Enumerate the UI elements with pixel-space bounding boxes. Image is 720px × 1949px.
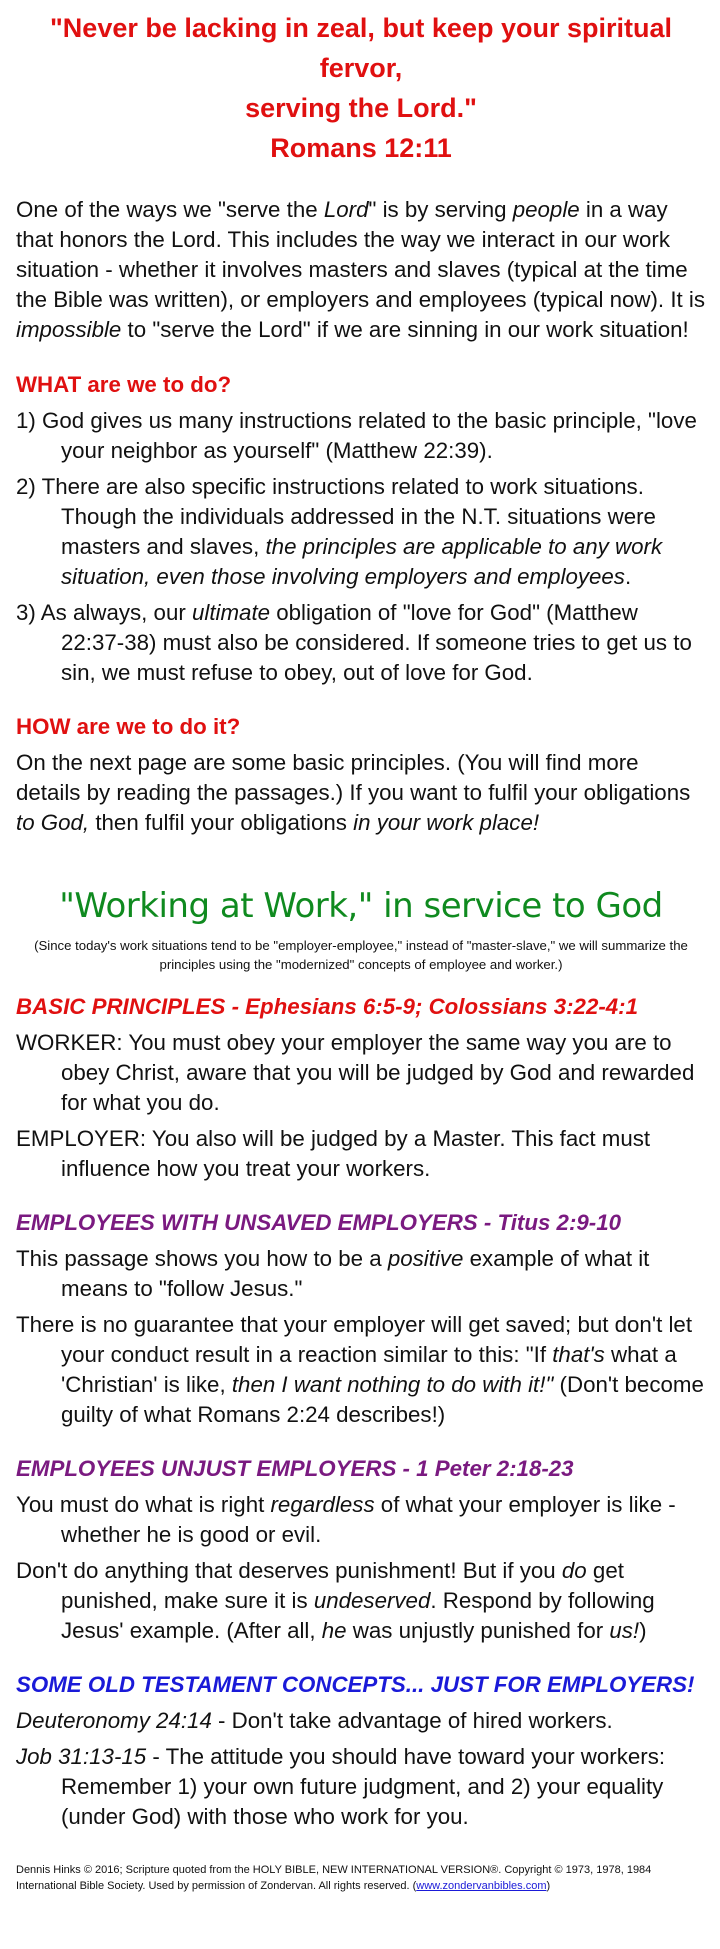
unjust-paragraph-1: You must do what is right regardless of what your employer is like - whether he is good or evil. [16,1492,676,1547]
modernized-note: (Since today's work situations tend to be "employer-employee," instead of "master-slave," we will summarize the principles using the "modernized" concepts of employee and worker.) [34,938,688,972]
unjust-paragraph-2: Don't do anything that deserves punishment! But if you do get punished, make sure it is undeserved. Respond by following Jesus' example. (After all, he was unjustly punished for us!) [16,1558,655,1643]
zondervan-link[interactable]: www.zondervanbibles.com [416,1880,547,1892]
unsaved-paragraph-1: This passage shows you how to be a positive example of what it means to "follow Jesus." [16,1246,650,1301]
what-item-3: 3) As always, our ultimate obligation of "love for God" (Matthew 22:37-38) must also be considered. If someone tries to get us to sin, we must refuse to obey, out of love for God. [16,600,692,685]
how-heading: HOW are we to do it? [16,714,241,739]
employer-principle: EMPLOYER: You also will be judged by a Master. This fact must influence how you treat your workers. [16,1126,651,1181]
basic-principles-heading: BASIC PRINCIPLES - Ephesians 6:5-9; Colossians 3:22-4:1 [16,994,639,1019]
deuteronomy-line: Deuteronomy 24:14 - Don't take advantage of hired workers. [16,1708,613,1733]
old-testament-heading: SOME OLD TESTAMENT CONCEPTS... JUST FOR EMPLOYERS! [16,1672,695,1697]
unsaved-paragraph-2: There is no guarantee that your employer will get saved; but don't let your conduct result in a reaction similar to this: "If that's what a 'Christian' is like, then I want nothing to do with it!" (Don't become guilty of what Romans 2:24 describes!) [16,1312,704,1427]
copyright-footer: Dennis Hinks © 2016; Scripture quoted from the HOLY BIBLE, NEW INTERNATIONAL VERSION®. Copyright © 1973, 1978, 1984 International Bible Society. Used by permission of Zondervan. All rights reserved. (www.zondervanbibles.com) [16,1864,652,1892]
worker-principle: WORKER: You must obey your employer the same way you are to obey Christ, aware that you will be judged by God and rewarded for what you do. [16,1030,695,1115]
what-item-2: 2) There are also specific instructions related to work situations. Though the individuals addressed in the N.T. situations were masters and slaves, the principles are applicable to any work situation, even those involving employers and employees. [16,474,663,589]
job-line: Job 31:13-15 - The attitude you should have toward your workers: Remember 1) your own future judgment, and 2) your equality (under God) with those who work for you. [16,1744,666,1829]
what-item-1: 1) God gives us many instructions related to the basic principle, "love your neighbor as yourself" (Matthew 22:39). [16,408,697,463]
what-heading: WHAT are we to do? [16,372,232,397]
verse-reference: Romans 12:11 [270,133,452,163]
unsaved-employers-heading: EMPLOYEES WITH UNSAVED EMPLOYERS - Titus 2:9-10 [16,1210,621,1235]
intro-paragraph: One of the ways we "serve the Lord" is by serving people in a way that honors the Lord. This includes the way we interact in our work situation - whether it involves masters and slaves (typical at the time the Bible was written), or employers and employees (typical now). It is impossible to "serve the Lord" if we are sinning in our work situation! [16,197,706,342]
verse-quote-line-2: serving the Lord." [245,93,477,123]
how-paragraph: On the next page are some basic principles. (You will find more details by reading the passages.) If you want to fulfil your obligations to God, then fulfil your obligations in your work place! [16,750,691,835]
working-at-work-title: "Working at Work," in service to God [59,886,663,926]
verse-quote-line-1: "Never be lacking in zeal, but keep your spiritual fervor, [50,13,672,83]
unjust-employers-heading: EMPLOYEES UNJUST EMPLOYERS - 1 Peter 2:18-23 [16,1456,574,1481]
